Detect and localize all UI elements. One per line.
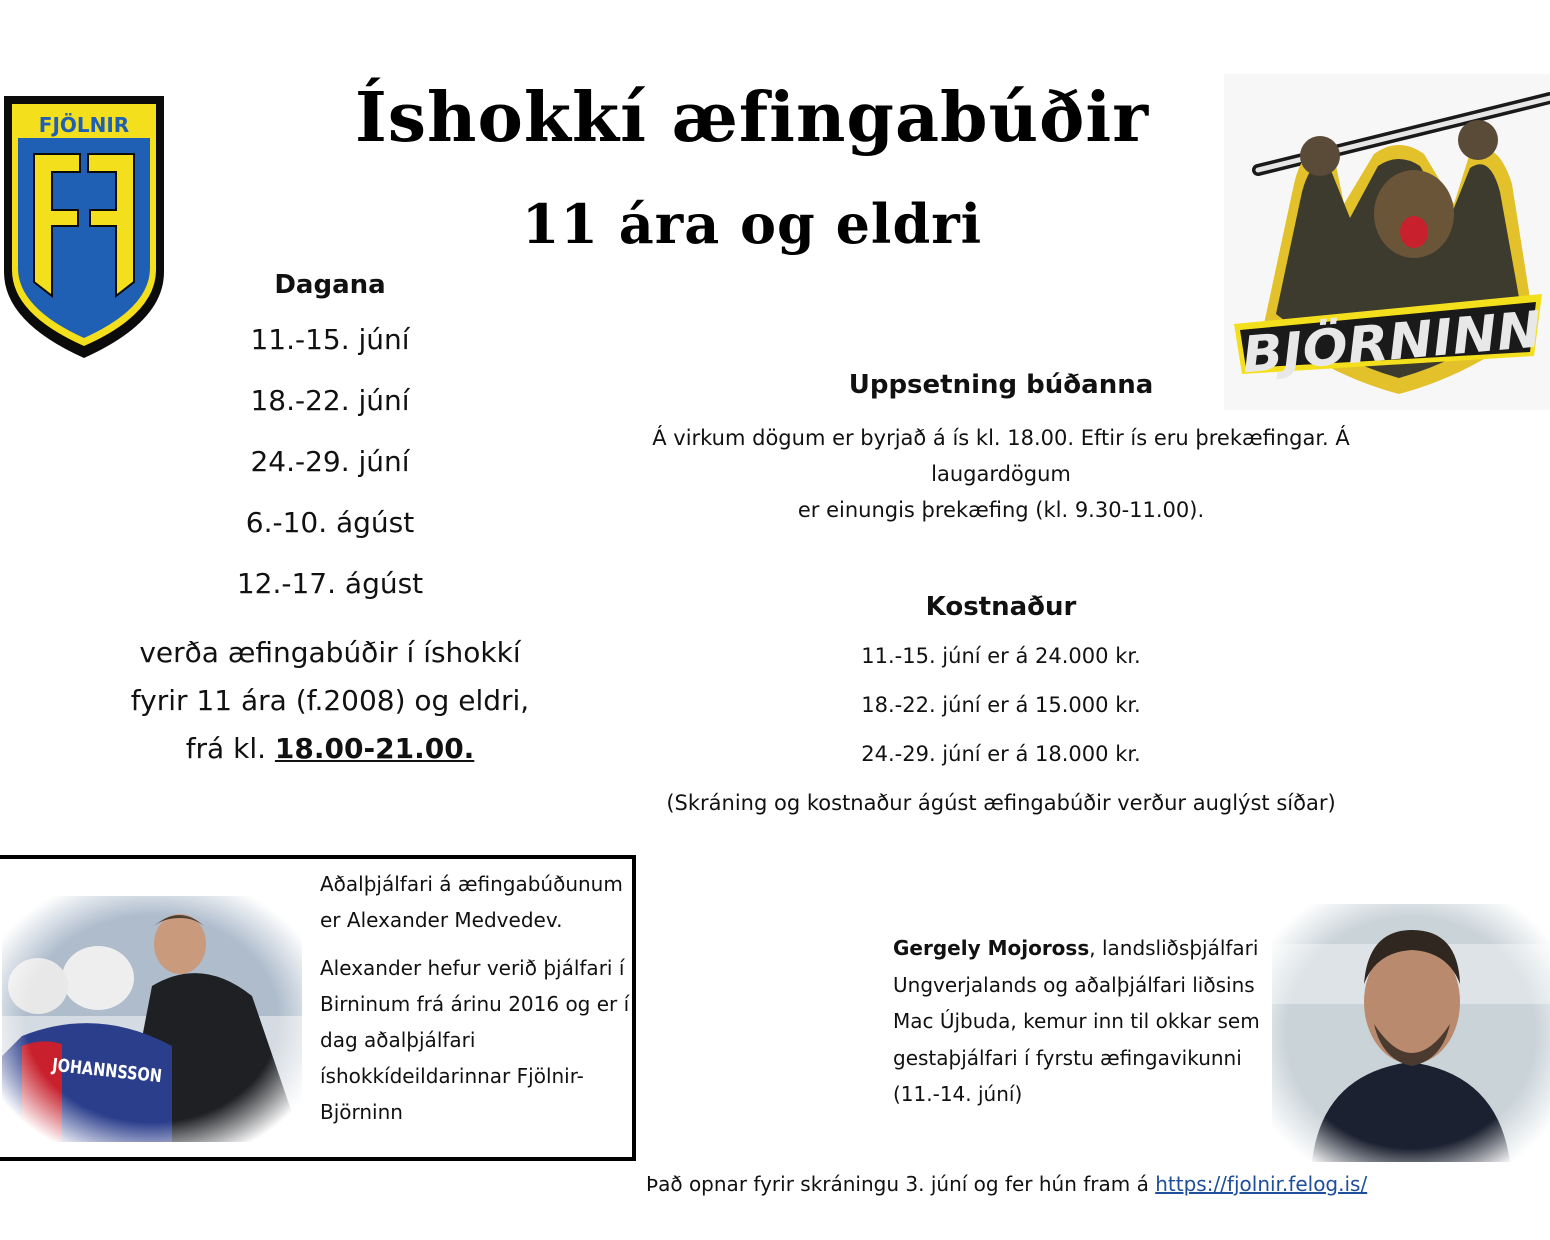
setup-heading: Uppsetning búðanna [848, 370, 1154, 400]
head-coach-line: Aðalþjálfari á æfingabúðunum [320, 872, 623, 896]
schedule-body-line: verða æfingabúðir í íshokkí [139, 636, 521, 669]
guest-coach-line: gestaþjálfari í fyrstu æfingavikunni [893, 1045, 1242, 1070]
guest-coach-text [893, 930, 1273, 1113]
page-title: Íshokkí æfingabúðir [354, 78, 1150, 158]
setup-text-line: Á virkum dögum er byrjað á ís kl. 18.00. Eftir ís eru þrekæfingar. Á laugardögum [652, 426, 1350, 486]
schedule-heading: Dagana [274, 270, 386, 300]
cost-item: 24.-29. júní er á 18.000 kr. [861, 742, 1141, 766]
setup-text-line: er einungis þrekæfing (kl. 9.30-11.00). [797, 498, 1205, 522]
footer-text: Það opnar fyrir skráningu 3. júní og fer hún fram á [646, 1172, 1156, 1196]
setup-text [590, 420, 1412, 528]
registration-footer [646, 1172, 1367, 1196]
cost-item: 11.-15. júní er á 24.000 kr. [861, 644, 1141, 668]
head-coach-line: íshokkídeildarinnar Fjölnir- [320, 1064, 584, 1088]
head-coach-intro [320, 866, 636, 938]
guest-coach-name: Gergely Mojoross [893, 936, 1090, 960]
schedule-date: 12.-17. ágúst [236, 567, 424, 600]
head-coach-line: Birninum frá árinu 2016 og er í [320, 992, 630, 1016]
cost-item: 18.-22. júní er á 15.000 kr. [861, 693, 1141, 717]
costs-heading: Kostnaður [925, 592, 1077, 622]
svg-text:FJÖLNIR: FJÖLNIR [38, 113, 130, 137]
schedule-date: 6.-10. ágúst [245, 506, 415, 539]
schedule-time: 18.00-21.00. [274, 732, 475, 765]
page-subtitle: 11 ára og eldri [521, 192, 983, 256]
schedule-section [100, 270, 560, 773]
schedule-date: 24.-29. júní [250, 445, 410, 478]
schedule-date: 11.-15. júní [250, 323, 410, 356]
svg-text:BJÖRNINN: BJÖRNINN [1239, 301, 1526, 385]
schedule-time-prefix: frá kl. [185, 732, 275, 765]
schedule-description [100, 629, 560, 773]
guest-coach-line: (11.-14. júní) [893, 1082, 1023, 1106]
schedule-date: 18.-22. júní [250, 384, 410, 417]
guest-coach-role: , landsliðsþjálfari [1089, 936, 1259, 960]
registration-link[interactable]: https://fjolnir.felog.is/ [1155, 1172, 1368, 1196]
guest-coach-photo [1272, 904, 1550, 1162]
schedule-body-line: fyrir 11 ára (f.2008) og eldri, [130, 684, 530, 717]
guest-coach-line [893, 930, 1273, 967]
head-coach-bio [320, 950, 636, 1130]
cost-note: (Skráning og kostnaður ágúst æfingabúðir verður auglýst síðar) [666, 791, 1336, 815]
head-coach-line: Alexander hefur verið þjálfari í [320, 956, 625, 980]
head-coach-photo [2, 896, 302, 1142]
head-coach-text [320, 866, 636, 1142]
guest-coach-line: Mac Újbuda, kemur inn til okkar sem [893, 1009, 1260, 1033]
head-coach-line: Björninn [320, 1100, 403, 1124]
guest-coach-line: Ungverjalands og aðalþjálfari liðsins [893, 972, 1255, 997]
head-coach-line: er Alexander Medvedev. [320, 908, 563, 932]
info-section [590, 370, 1412, 828]
schedule-time-line [100, 725, 560, 773]
head-coach-line: dag aðalþjálfari [320, 1028, 476, 1052]
